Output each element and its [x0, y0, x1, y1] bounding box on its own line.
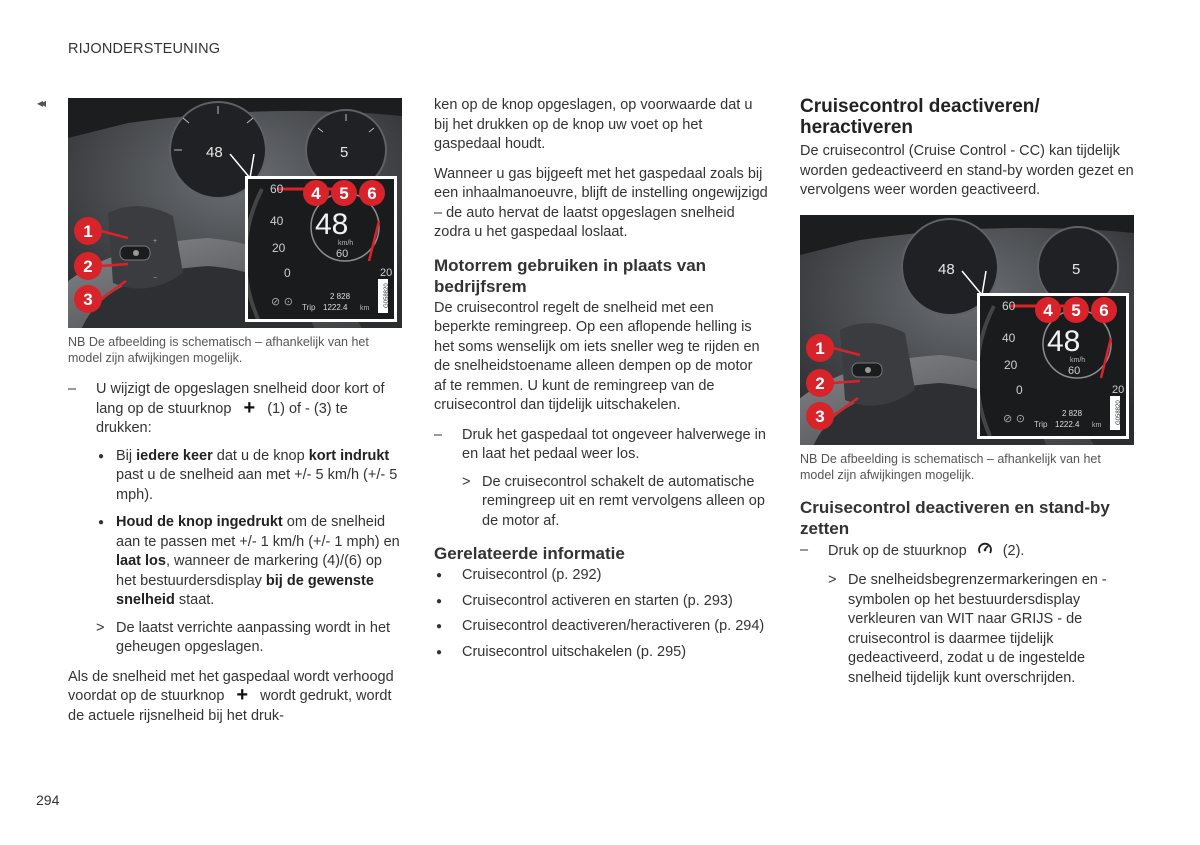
paragraph-overtaking: Wanneer u gas bijgeeft met het gaspedaal zoals bij een inhaalmanoeuvre, blijft de instelling ongewijzigd – de auto hervat de laatst opgeslagen snelheid zodra u het gaspedaal loslaat. — [434, 165, 768, 240]
paragraph-intro: De cruisecontrol (Cruise Control - CC) kan tijdelijk worden gedeactiveerd en stand-by worden gezet en vervolgens weer worden geactiveerd. — [800, 143, 1134, 198]
svg-text:5: 5 — [1071, 300, 1081, 320]
result-note: > De cruisecontrol schakelt de automatische remingreep uit en remt vervolgens alleen op de motor af. — [462, 473, 765, 529]
svg-text:20: 20 — [1004, 357, 1018, 372]
svg-text:0: 0 — [1016, 382, 1023, 397]
callout-2-label: 2 — [83, 257, 93, 276]
callout-layer — [68, 98, 402, 328]
paragraph-engine-brake: De cruisecontrol regelt de snelheid met een beperkte remingreep. Op een aflopende helling is het soms wenselijk om iets sneller weg te rijden en de snelheidstoename alleen dempen op de motor af te remmen. U kunt de remingreep van de cruisecontrol dan tijdelijk uitschakelen. — [434, 299, 760, 413]
svg-text:−: − — [153, 275, 158, 282]
svg-text:km/h: km/h — [1070, 356, 1086, 364]
zoomed-driver-display-2: 60 40 20 0 20 48 km/h 60 ⊘ ⊙ Trip 2 828 1222.4 km G058820 — [977, 293, 1129, 439]
svg-text:6: 6 — [1099, 300, 1109, 320]
svg-text:4: 4 — [1043, 300, 1053, 320]
trip-label: Trip — [302, 303, 316, 312]
svg-text:⊘ ⊙: ⊘ ⊙ — [1003, 411, 1025, 425]
result-note: > De snelheidsbegrenzermarkeringen en -symbolen op het bestuurdersdisplay verkleuren van WIT naar GRIJS - de cruisecontrol is daarmee tijdelijk gedeactiveerd, zodat u de ingestelde snelheid tijdelijk kunt overschrijden. — [828, 572, 1107, 686]
column-2 — [434, 96, 768, 668]
back-icon[interactable]: ◂◂ — [37, 96, 44, 110]
steering-display-figure-2 — [800, 215, 1134, 445]
running-header: RIJONDERSTEUNING — [68, 41, 221, 57]
bullet-long-press: ● Houd de knop ingedrukt om de snelheid aan te passen met +/- 1 km/h (+/- 1 mph) en laat los, wanneer de markering (4)/(6) op het bestuurdersdisplay bij de gewenste snelheid staat. — [68, 513, 402, 611]
column-3 — [800, 96, 1134, 698]
related-link[interactable]: ● Cruisecontrol deactiveren/heractiveren (p. 294) — [434, 617, 768, 637]
callout-5-label: 5 — [339, 184, 349, 203]
speed-big-readout: 48 — [315, 208, 349, 241]
section-title: Cruisecontrol deactiveren/ heractiveren — [800, 96, 1040, 138]
svg-text:+: + — [153, 238, 158, 245]
svg-text:1222.4: 1222.4 — [323, 303, 348, 312]
tick-20: 20 — [380, 267, 393, 279]
svg-text:40: 40 — [1002, 330, 1016, 345]
heading-deactivate-standby: Cruisecontrol deactiveren en stand-by zetten — [800, 497, 1110, 538]
svg-text:2: 2 — [815, 373, 825, 393]
related-link[interactable]: ● Cruisecontrol (p. 292) — [434, 566, 768, 586]
instruction-step: – U wijzigt de opgeslagen snelheid door kort of lang op de stuurknop + (1) of - (3) te drukken: — [68, 380, 402, 439]
related-link[interactable]: ● Cruisecontrol activeren en starten (p. 293) — [434, 592, 768, 612]
scale-20: 20 — [272, 241, 286, 255]
scale-0: 0 — [284, 266, 291, 280]
plus-icon: + — [243, 396, 256, 419]
scale-60: 60 — [270, 182, 284, 196]
svg-text:2 828: 2 828 — [1062, 408, 1083, 418]
gear-readout: 5 — [340, 144, 349, 161]
svg-text:3: 3 — [815, 406, 825, 426]
svg-text:1222.4: 1222.4 — [1055, 419, 1080, 429]
svg-text:km: km — [1092, 421, 1102, 429]
related-link[interactable]: ● Cruisecontrol uitschakelen (p. 295) — [434, 643, 768, 663]
column-1 — [68, 98, 402, 736]
set-speed-readout: 60 — [336, 248, 349, 260]
paragraph-continued: ken op de knop opgeslagen, op voorwaarde dat u bij het drukken op de knop uw voet op het gaspedaal houdt. — [434, 97, 753, 152]
svg-text:48: 48 — [1047, 324, 1081, 358]
svg-text:5: 5 — [1072, 260, 1081, 278]
steering-display-figure — [68, 98, 402, 328]
plus-icon: + — [236, 684, 249, 706]
result-note: > De laatst verrichte aanpassing wordt in het geheugen opgeslagen. — [96, 619, 391, 655]
callout-3-label: 3 — [83, 290, 93, 309]
instruction-step: – Druk het gaspedaal tot ongeveer halverwege in en laat het pedaal weer los. — [434, 426, 768, 465]
scale-40: 40 — [270, 214, 284, 228]
svg-text:48: 48 — [938, 260, 955, 278]
speed-small-readout: 48 — [206, 144, 223, 161]
figure-caption-2: NB De afbeelding is schematisch – afhankelijk van het model zijn afwijkingen mogelijk. — [800, 451, 1101, 482]
heading-related-info: Gerelateerde informatie — [434, 544, 625, 563]
callout-4-label: 4 — [311, 184, 321, 203]
callout-layer-2 — [800, 215, 1134, 445]
callout-6-label: 6 — [367, 184, 377, 203]
callout-1-label: 1 — [83, 222, 93, 241]
heading-engine-brake: Motorrem gebruiken in plaats van bedrijfsrem — [434, 255, 707, 296]
trip-unit: km — [360, 305, 370, 312]
unit-label: km/h — [338, 240, 354, 247]
bullet-short-press: ● Bij iedere keer dat u de knop kort indrukt past u de snelheid aan met +/- 5 km/h (+/- 5 mph). — [68, 447, 402, 506]
svg-text:1: 1 — [815, 338, 825, 358]
cruise-control-icon — [971, 541, 999, 564]
svg-text:60: 60 — [1002, 298, 1016, 313]
paragraph-accelerator: Als de snelheid met het gaspedaal wordt verhoogd voordat op de stuurknop + wordt gedrukt, wordt de actuele rijsnelheid bij het druk- — [68, 668, 394, 724]
figure-caption: NB De afbeelding is schematisch – afhankelijk van het model zijn afwijkingen mogelijk. — [68, 335, 369, 365]
figure-code: G058820 — [378, 279, 388, 313]
svg-text:60: 60 — [1068, 364, 1081, 377]
instruction-step: – Druk op de stuurknop (2). — [800, 541, 1134, 564]
page-number: 294 — [36, 792, 60, 808]
svg-text:Trip: Trip — [1034, 419, 1048, 429]
svg-text:2 828: 2 828 — [330, 292, 351, 301]
svg-text:⊘ ⊙: ⊘ ⊙ — [271, 295, 293, 308]
svg-text:20: 20 — [1112, 383, 1125, 396]
